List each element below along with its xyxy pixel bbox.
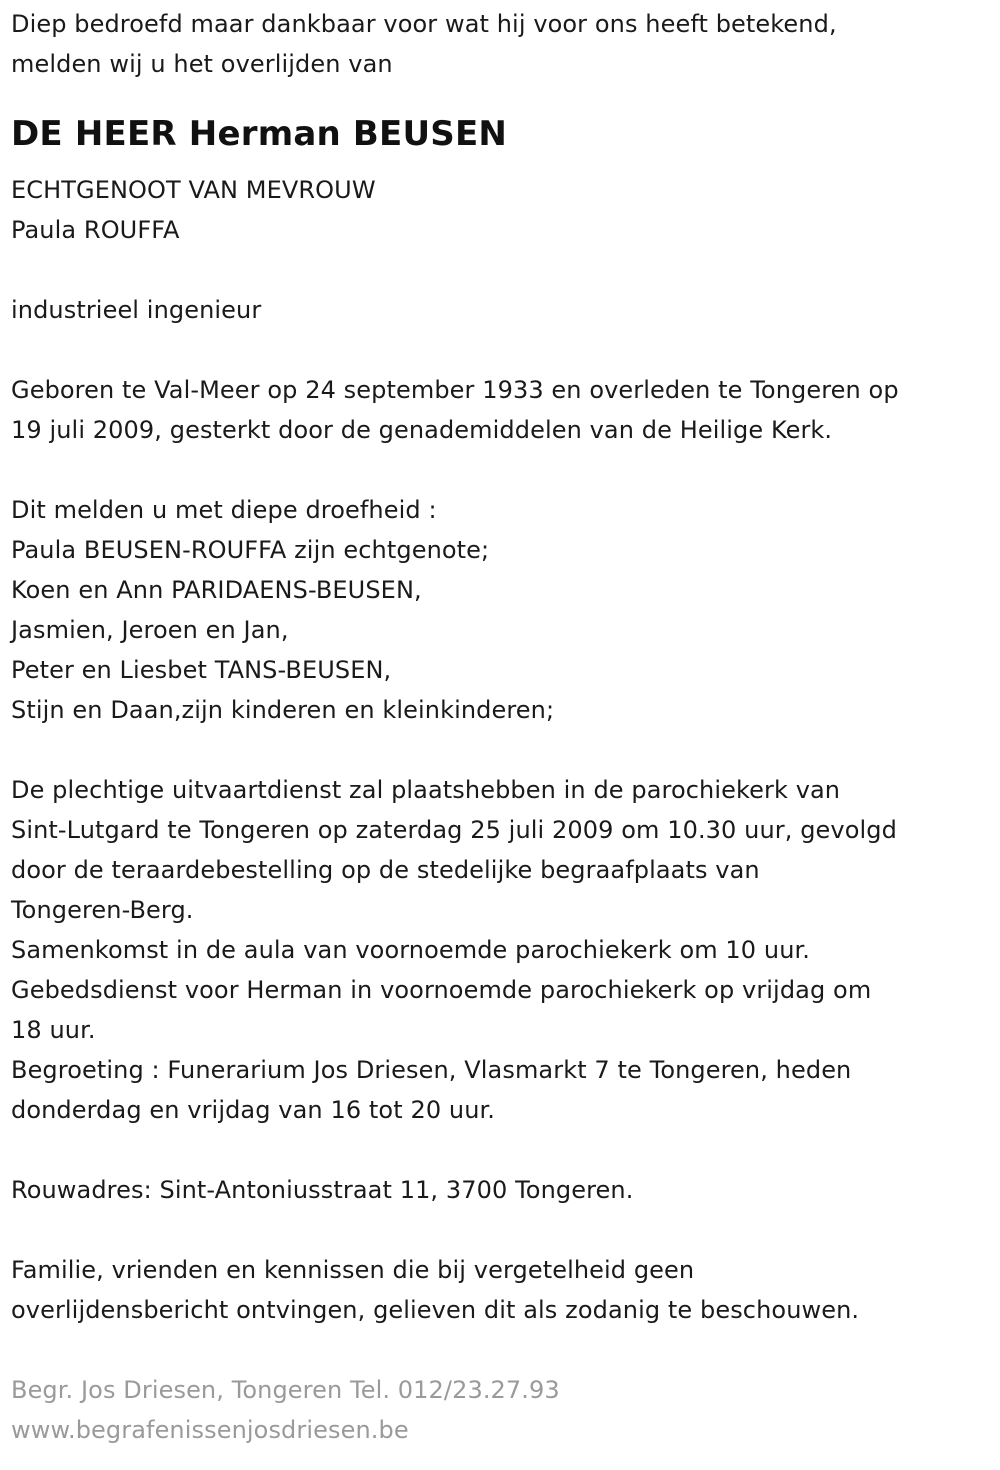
family-line: Paula BEUSEN-ROUFFA zijn echtgenote; bbox=[11, 536, 490, 564]
profession: industrieel ingenieur bbox=[11, 296, 262, 324]
funeral-home-footer bbox=[11, 1370, 996, 1450]
closing-line: overlijdensbericht ontvingen, gelieven dit als zodanig te beschouwen. bbox=[11, 1296, 860, 1324]
ceremony-line: Begroeting : Funerarium Jos Driesen, Vlasmarkt 7 te Tongeren, heden bbox=[11, 1056, 852, 1084]
deceased-name: DE HEER Herman BEUSEN bbox=[11, 114, 508, 154]
closing-text bbox=[11, 1250, 996, 1330]
ceremony-line: donderdag en vrijdag van 16 tot 20 uur. bbox=[11, 1096, 496, 1124]
spacer bbox=[11, 450, 996, 490]
obituary-notice bbox=[11, 4, 996, 1450]
family-line: Dit melden u met diepe droefheid : bbox=[11, 496, 437, 524]
closing-line: Familie, vrienden en kennissen die bij vergetelheid geen bbox=[11, 1256, 695, 1284]
ceremony-line: Gebedsdienst voor Herman in voornoemde parochiekerk op vrijdag om bbox=[11, 976, 872, 1004]
ceremony-line: De plechtige uitvaartdienst zal plaatshebben in de parochiekerk van bbox=[11, 776, 841, 804]
spouse-line: ECHTGENOOT VAN MEVROUW bbox=[11, 176, 376, 204]
family-line: Stijn en Daan,zijn kinderen en kleinkinderen; bbox=[11, 696, 555, 724]
spacer bbox=[11, 1130, 996, 1170]
family-list bbox=[11, 490, 996, 730]
intro-line: melden wij u het overlijden van bbox=[11, 50, 393, 78]
spacer bbox=[11, 1210, 996, 1250]
spouse-info bbox=[11, 170, 996, 250]
intro-text bbox=[11, 4, 996, 84]
ceremony-line: door de teraardebestelling op de stedelijke begraafplaats van bbox=[11, 856, 760, 884]
birth-death-line: 19 juli 2009, gesterkt door de genademiddelen van de Heilige Kerk. bbox=[11, 416, 833, 444]
ceremony-line: Sint-Lutgard te Tongeren op zaterdag 25 juli 2009 om 10.30 uur, gevolgd bbox=[11, 816, 897, 844]
intro-line: Diep bedroefd maar dankbaar voor wat hij voor ons heeft betekend, bbox=[11, 10, 837, 38]
funeral-home-contact: Begr. Jos Driesen, Tongeren Tel. 012/23.27.93 bbox=[11, 1376, 560, 1404]
spacer bbox=[11, 1330, 996, 1370]
spouse-line: Paula ROUFFA bbox=[11, 216, 180, 244]
spacer bbox=[11, 730, 996, 770]
ceremony-line: 18 uur. bbox=[11, 1016, 96, 1044]
ceremony-info bbox=[11, 770, 996, 1130]
family-line: Koen en Ann PARIDAENS-BEUSEN, bbox=[11, 576, 422, 604]
mourning-address: Rouwadres: Sint-Antoniusstraat 11, 3700 Tongeren. bbox=[11, 1176, 634, 1204]
ceremony-line: Tongeren-Berg. bbox=[11, 896, 194, 924]
family-line: Peter en Liesbet TANS-BEUSEN, bbox=[11, 656, 392, 684]
ceremony-line: Samenkomst in de aula van voornoemde parochiekerk om 10 uur. bbox=[11, 936, 811, 964]
spacer bbox=[11, 250, 996, 290]
birth-death-info bbox=[11, 370, 996, 450]
spacer bbox=[11, 330, 996, 370]
family-line: Jasmien, Jeroen en Jan, bbox=[11, 616, 289, 644]
funeral-home-website: www.begrafenissenjosdriesen.be bbox=[11, 1416, 409, 1444]
birth-death-line: Geboren te Val-Meer op 24 september 1933 en overleden te Tongeren op bbox=[11, 376, 899, 404]
